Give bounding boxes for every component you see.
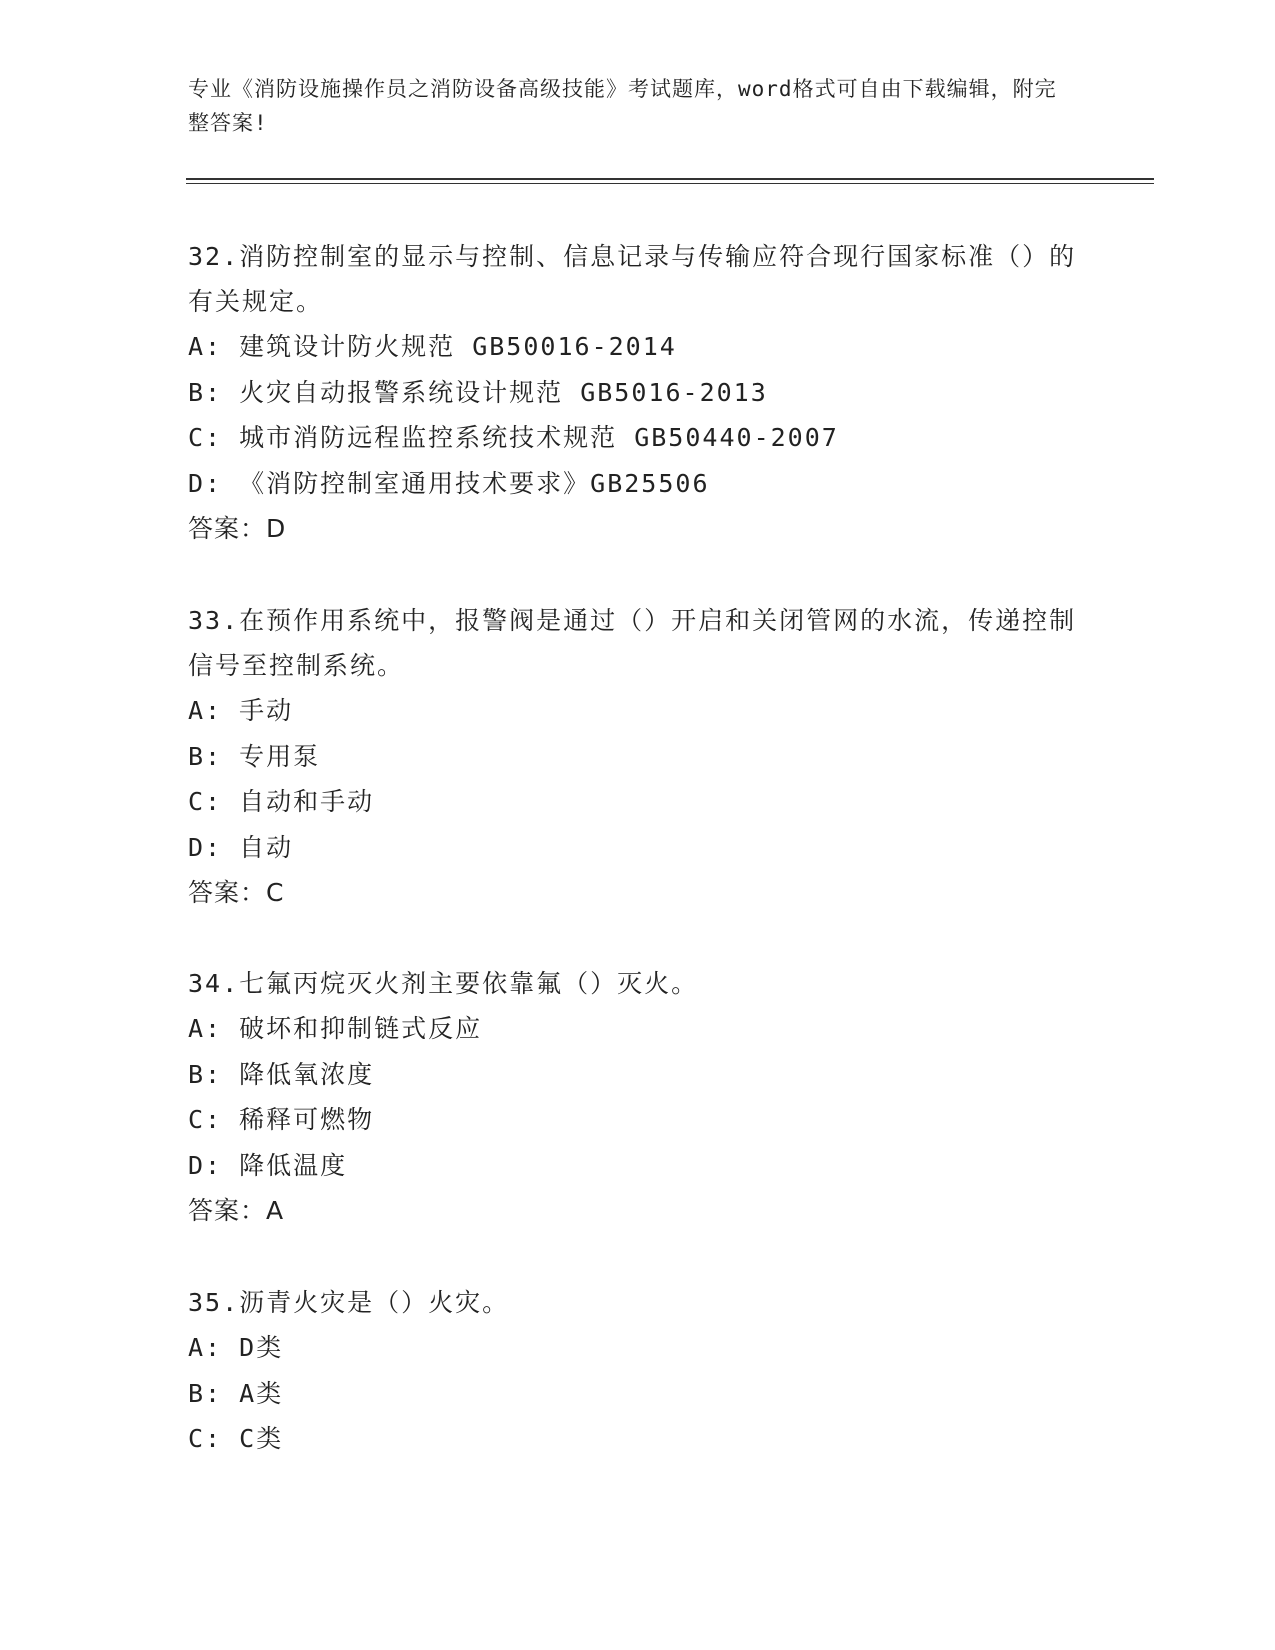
question-34 [188,961,1088,1233]
header-divider [186,178,1154,184]
question-stem: 32.消防控制室的显示与控制、信息记录与传输应符合现行国家标准（）的有关规定。 [188,242,1077,316]
question-32 [188,234,1088,551]
option-b: B: 专用泵 [188,741,321,771]
option-b: B: A类 [188,1378,284,1408]
option-b: B: 火灾自动报警系统设计规范 GB5016-2013 [188,377,768,407]
option-b: B: 降低氧浓度 [188,1059,375,1089]
question-stem: 34.七氟丙烷灭火剂主要依靠氟（）灭火。 [188,969,699,998]
option-a: A: 手动 [188,696,294,725]
question-stem: 33.在预作用系统中，报警阀是通过（）开启和关闭管网的水流，传递控制信号至控制系统。 [188,606,1077,680]
question-35 [188,1280,1088,1462]
question-stem: 35.沥青火灾是（）火灾。 [188,1288,510,1317]
option-d: D: 《消防控制室通用技术要求》GB25506 [188,468,710,498]
answer-line: 答案：C [188,878,285,907]
option-c: C: C类 [188,1424,284,1453]
option-d: D: 自动 [188,832,294,862]
option-d: D: 降低温度 [188,1150,348,1180]
answer-line: 答案：A [188,1196,285,1225]
question-33 [188,598,1088,915]
option-c: C: 自动和手动 [188,787,375,816]
option-a: A: 建筑设计防火规范 GB50016-2014 [188,332,677,361]
option-c: C: 稀释可燃物 [188,1105,375,1134]
option-a: A: 破坏和抑制链式反应 [188,1014,483,1043]
document-header-note: 专业《消防设施操作员之消防设备高级技能》考试题库，word格式可自由下载编辑，附完整答案! [188,77,1057,135]
option-a: A: D类 [188,1333,284,1362]
answer-line: 答案：D [188,514,287,543]
option-c: C: 城市消防远程监控系统技术规范 GB50440-2007 [188,423,839,452]
